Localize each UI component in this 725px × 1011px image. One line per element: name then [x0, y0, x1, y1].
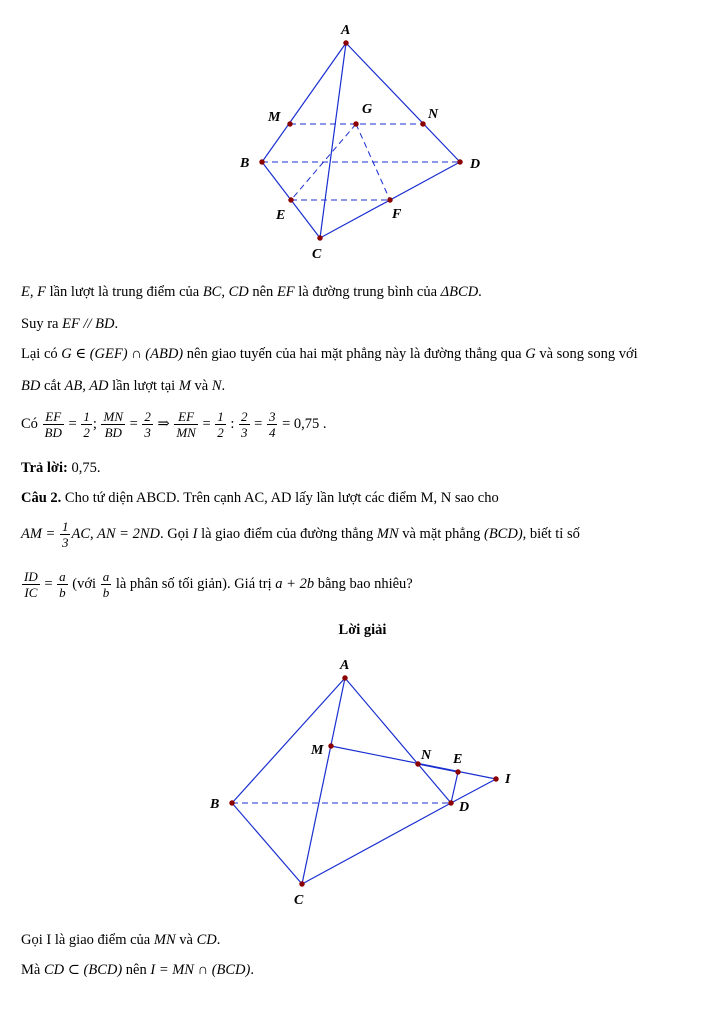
edge-AC [302, 678, 345, 884]
edge-CD [302, 803, 451, 884]
point-E [289, 198, 294, 203]
point-C [318, 236, 323, 241]
text-line-4: BD cắt AB, AD lần lượt tại M và N. [21, 378, 226, 394]
label-F: F [392, 207, 402, 222]
segment-NE [418, 764, 458, 772]
label-B: B [210, 797, 220, 812]
point-D [458, 160, 463, 165]
label-D: D [459, 800, 470, 815]
text-line-9: Mà CD ⊂ (BCD) nên I = MN ∩ (BCD). [21, 962, 254, 978]
segment-ED [451, 772, 458, 803]
question-2-line-1: Câu 2. Cho tứ diện ABCD. Trên cạnh AC, AD lấy lần lượt các điểm M, N sao cho [21, 490, 499, 506]
point-E [456, 770, 461, 775]
question-2-line-2: AM = $\frac{1}{3}$ AC, AN = 2ND. Gọi I là giao điểm của đường thẳng MN và mặt phẳng (BCD), biết tỉ số [21, 519, 580, 551]
question-2-line-3: $\frac{ID}{IC}$ = $\frac{a}{b}$ (với $\frac{a}{b}$ là phân số tối giản). Giá trị a + 2b bằng bao nhiêu? [24, 569, 413, 601]
label-E: E [453, 752, 463, 767]
label-M: M [311, 743, 324, 758]
edge-BC [232, 803, 302, 884]
label-G: G [362, 102, 373, 117]
label-E: E [276, 208, 286, 223]
edge-AB [232, 678, 345, 803]
point-M [288, 122, 293, 127]
label-N: N [428, 107, 439, 122]
label-D: D [470, 157, 481, 172]
edge-AD [345, 678, 451, 803]
label-C: C [312, 247, 322, 262]
point-N [416, 762, 421, 767]
point-F [388, 198, 393, 203]
solution-title: Lời giải [338, 622, 387, 638]
point-M [329, 744, 334, 749]
point-B [230, 801, 235, 806]
segment-DI [451, 779, 496, 803]
point-G [354, 122, 359, 127]
label-M: M [268, 110, 281, 125]
text-line-8: Gọi I là giao điểm của MN và CD. [21, 932, 221, 948]
point-A [343, 676, 348, 681]
text-line-1: E, F lần lượt là trung điểm của BC, CD nên EF là đường trung bình của ΔBCD. [21, 284, 482, 300]
point-D [449, 801, 454, 806]
tetrahedron-figure-1 [0, 0, 725, 270]
label-A: A [341, 23, 351, 38]
point-N [421, 122, 426, 127]
text-line-2: Suy ra EF // BD. [21, 316, 119, 332]
label-I: I [505, 772, 511, 787]
text-line-3: Lại có G ∈ (GEF) ∩ (ABD) nên giao tuyến của hai mặt phẳng này là đường thẳng qua G và song song với [21, 346, 638, 362]
label-A: A [340, 658, 350, 673]
point-I [494, 777, 499, 782]
label-N: N [421, 748, 432, 763]
point-B [260, 160, 265, 165]
label-B: B [240, 156, 250, 171]
edge-AB [262, 43, 346, 162]
point-A [344, 41, 349, 46]
ratio-equation: Có $\frac{EF}{BD}$ = $\frac{1}{2}$ ; $\frac{MN}{BD}$ = $\frac{2}{3}$ ⇒ $\frac{EF}{MN}$ = $\frac{1}{2}$ : $\frac{2}{3}$ = $\frac{3}{4}$ = 0,75 . [21, 409, 327, 441]
line-MI [331, 746, 496, 779]
label-C: C [294, 893, 304, 908]
answer-line: Trả lời: 0,75. [21, 460, 101, 476]
point-C [300, 882, 305, 887]
